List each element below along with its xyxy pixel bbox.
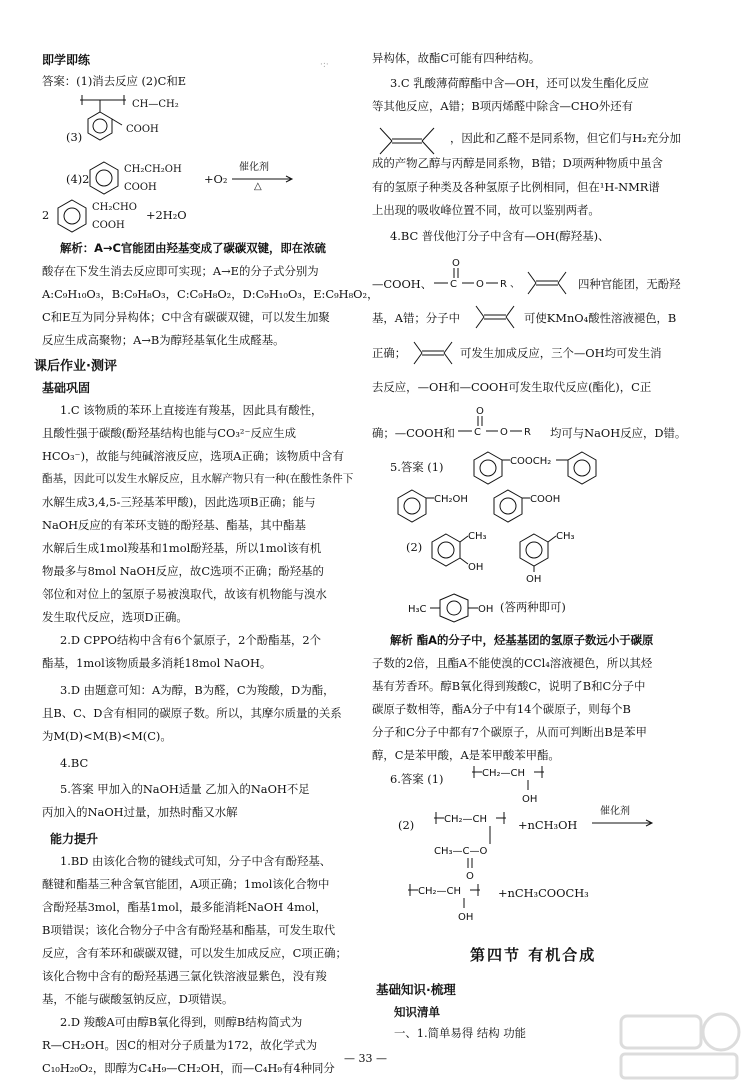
text-line: 四种官能团，无酚羟 <box>578 277 681 291</box>
svg-text:O: O <box>466 871 474 882</box>
heading-knowledge: 基础知识·梳理 <box>376 982 456 997</box>
text-line: 6.答案 (1) <box>390 772 444 786</box>
text-line: B项错误；该化合物分子中含有酚羟基和酯基，可发生取代 <box>42 923 336 937</box>
text-line: 2.D CPPO结构中含有6个氯原子，2个酚酯基，2个 <box>60 633 321 647</box>
svg-text:OH: OH <box>458 912 474 923</box>
benzyl-alcohol-structure-icon <box>394 486 494 526</box>
text-line: 醚键和酯基三种含氧官能团，A项正确；1mol该化合物中 <box>42 877 330 891</box>
text-line: 丙加入的NaOH过量，加热时酯又水解 <box>42 805 238 819</box>
svg-text:O: O <box>500 427 508 438</box>
svg-text:CH₃: CH₃ <box>556 531 575 542</box>
text-line: +nCH₃OH <box>518 818 578 832</box>
label-3: (3) <box>66 130 83 144</box>
svg-text:CH₃—C—O: CH₃—C—O <box>434 846 488 857</box>
double-bond-structure-icon <box>374 120 446 158</box>
svg-text:OH: OH <box>526 574 542 585</box>
text-line: 3.C 乳酸薄荷醇酯中含—OH，还可以发生酯化反应 <box>390 76 649 90</box>
text-line: 发生取代反应，选项D正确。 <box>42 610 188 624</box>
svg-text:CH₂—CH: CH₂—CH <box>418 886 462 897</box>
svg-text:CH₂—CH: CH₂—CH <box>482 768 526 779</box>
heading-advanced: 能力提升 <box>50 832 99 846</box>
chem-text: COOH <box>126 124 159 135</box>
section-title: 第四节 有机合成 <box>470 946 597 964</box>
svg-text:CH₂—CH: CH₂—CH <box>444 814 488 825</box>
text-line: 可发生加成反应，三个—OH均可发生消 <box>460 346 662 360</box>
chem-text: CH₂CH₂OH <box>124 164 182 175</box>
svg-text:COOCH₂: COOCH₂ <box>510 456 552 467</box>
polyvinyl-alcohol-structure-icon <box>408 880 508 924</box>
text-line: R—CH₂OH。因C的相对分子质量为172，故化学式为 <box>42 1038 318 1052</box>
text-line: 水解生成3,4,5-三羟基苯甲酸)，因此选项B正确；能与 <box>42 495 316 509</box>
text-line: 1.C 该物质的苯环上直接连有羧基，因此具有酸性， <box>60 403 323 417</box>
text-line <box>390 633 653 648</box>
heading-practice: 即学即练 <box>42 53 91 67</box>
coefficient-2: 2 <box>42 208 50 222</box>
text-line: 反应，含有苯环和碳碳双键，可以发生加成反应，C项正确； <box>42 946 347 960</box>
svg-text:O: O <box>452 258 460 269</box>
text-line: 有的氢原子种类及各种氢原子比例相同，但在¹H-NMR谱 <box>372 180 660 194</box>
text-line: 基有芳香环。醇B氧化得到羧酸C，说明了B和C分子中 <box>372 679 646 693</box>
text-line: 醇，C是苯甲酸，A是苯甲酸苯甲酯。 <box>372 748 560 762</box>
chem-text: COOH <box>92 220 125 231</box>
text-span: 解析：A→C官能团由羟基变成了碳碳双键，即在浓硫 <box>60 241 326 255</box>
text-line: 4.BC 普伐他汀分子中含有—OH(醇羟基)、 <box>390 229 610 243</box>
svg-text:H₃C: H₃C <box>408 604 427 615</box>
text-line: C和E互为同分异构体；C中含有碳碳双键，可以发生加聚 <box>42 310 330 324</box>
benzyl-benzoate-structure-icon <box>470 448 630 488</box>
text-span: 解析 酯A的分子中，烃基基团的氢原子数远小于碳原 <box>390 633 654 647</box>
text-line: 物最多与8mol NaOH反应，故C选项不正确；酚羟基的 <box>42 564 324 578</box>
chem-text: CH—CH₂ <box>132 99 179 110</box>
text-line: 去反应，—OH和—COOH可发生取代反应(酯化)，C正 <box>372 380 652 394</box>
catalyst-label: 催化剂 <box>600 806 630 817</box>
svg-text:OH: OH <box>522 794 538 805</box>
text-line <box>60 241 326 256</box>
text-line: 酸存在下发生消去反应即可实现；A→E的分子式分别为 <box>42 264 319 278</box>
text-line: 且B、C、D含有相同的碳原子数。所以，其摩尔质量的关系 <box>42 706 342 720</box>
reaction-arrow-icon <box>232 176 296 182</box>
ester-group-structure-icon <box>458 404 548 438</box>
svg-text:C: C <box>450 279 457 290</box>
text-line: —COOH、 <box>372 277 433 291</box>
text-line: 该化合物中含有的酚羟基遇三氯化铁溶液显紫色，没有羧 <box>42 969 327 983</box>
text-line: 酯基，1mol该物质最多消耗18mol NaOH。 <box>42 656 272 670</box>
text-line: 5.答案 甲加入的NaOH适量 乙加入的NaOH不足 <box>60 782 310 796</box>
text-line: 含酚羟基3mol，酯基1mol，最多能消耗NaOH 4mol， <box>42 900 327 914</box>
reaction-arrow-icon <box>592 820 656 826</box>
text-line: 成的产物乙醇与丙醇是同系物，B错；D项两种物质中虽含 <box>372 156 663 170</box>
cresol-structure-icon <box>516 526 596 584</box>
text-line: 分子和C分子中都有7个碳原子，从而可判断出B是苯甲 <box>372 725 647 739</box>
text-line: 上出现的吸收峰位置不同，故可以鉴别两者。 <box>372 203 600 217</box>
text-line: HCO₃⁻)，故能与纯碱溶液反应，选项A正确；该物质中含有 <box>42 449 344 463</box>
text-line: 正确； <box>372 346 407 360</box>
svg-text:CH₂OH: CH₂OH <box>434 494 468 505</box>
text-line: 5.答案 (1) <box>390 460 444 474</box>
text-line: 等其他反应，A错；B项丙烯醛中除含—CHO外还有 <box>372 99 634 113</box>
svg-text:C: C <box>474 427 481 438</box>
benzene-ring-icon <box>82 158 128 198</box>
text-line: 3.D 由题意可知：A为醇，B为醛，C为羧酸，D为酯， <box>60 683 335 697</box>
text-line: 基，不能与碳酸氢钠反应，D项错误。 <box>42 992 234 1006</box>
benzene-ring-icon <box>50 196 96 236</box>
heading-knowledge-list: 知识清单 <box>394 1005 440 1019</box>
text-line: ，因此和乙醛不是同系物，但它们与H₂充分加 <box>450 131 681 145</box>
double-bond-structure-icon <box>472 300 520 334</box>
text-line: 4.BC <box>60 756 89 770</box>
label-2: (2) <box>406 540 423 554</box>
text-line: 为M(D)<M(B)<M(C)。 <box>42 729 172 743</box>
svg-text:COOH: COOH <box>530 494 561 505</box>
text-line: 1.BD 由该化合物的键线式可知，分子中含有酚羟基、 <box>60 854 332 868</box>
polyvinyl-alcohol-structure-icon <box>472 762 602 806</box>
heat-symbol: △ <box>254 181 262 192</box>
heading-homework: 课后作业·测评 <box>34 359 117 374</box>
chem-text: COOH <box>124 182 157 193</box>
svg-text:、: 、 <box>510 279 520 290</box>
text-line: 水解后生成1mol羧基和1mol酚羟基，所以1mol该有机 <box>42 541 322 555</box>
svg-text:O: O <box>476 406 484 417</box>
svg-text:O: O <box>476 279 484 290</box>
svg-text:R: R <box>500 279 507 290</box>
text-line: 邻位和对位上的氢原子易被溴取代，故该有机物能与溴水 <box>42 587 327 601</box>
text-line: A:C₉H₁₀O₃，B:C₉H₈O₃，C:C₉H₈O₂，D:C₉H₁₀O₃，E:C₉H₈O₂， <box>42 287 379 301</box>
watermark-logo <box>617 1010 741 1082</box>
text-line: 2.D 羧酸A可由醇B氧化得到，则醇B结构简式为 <box>60 1015 303 1029</box>
text-line: 基，A错；分子中 <box>372 311 460 325</box>
water-product: +2H₂O <box>146 208 187 222</box>
text-line: 碳原子数相等，酯A分子中有14个碳原子，则每个B <box>372 702 631 716</box>
svg-text:R: R <box>524 427 531 438</box>
text-line: 酯基，因此可以发生水解反应，且水解产物只有一种(在酸性条件下 <box>42 473 354 485</box>
text-line: 且酸性强于碳酸(酚羟基结构也能与CO₃²⁻反应生成 <box>42 426 297 440</box>
text-line: 反应生成高聚物；A→B为醇羟基氧化生成醛基。 <box>42 333 285 347</box>
svg-text:CH₃: CH₃ <box>468 531 487 542</box>
text-line: 子数的2倍，且酯A不能使溴的CCl₄溶液褪色，所以其烃 <box>372 656 653 670</box>
text-line: C₁₀H₂₀O₂，即醇为C₄H₉—CH₂OH，而—C₄H₉有4种同分 <box>42 1061 335 1075</box>
svg-text:OH: OH <box>468 562 484 573</box>
label-2: (2) <box>398 818 415 832</box>
text-line: 一、1.简单易得 结构 功能 <box>394 1026 527 1040</box>
benzoic-acid-structure-icon <box>490 486 590 526</box>
catalyst-label: 催化剂 <box>239 162 269 173</box>
text-line: NaOH反应的有苯环支链的酚羟基、酯基，其中酯基 <box>42 518 306 532</box>
text-line: 可使KMnO₄酸性溶液褪色，B <box>524 311 677 325</box>
text-line: 异构体，故酯C可能有四种结构。 <box>372 51 541 65</box>
text-line: +nCH₃COOCH₃ <box>498 886 589 900</box>
label-4: (4)2 <box>66 172 90 186</box>
chem-text: CH₂CHO <box>92 202 137 213</box>
oxygen-reactant: +O₂ <box>204 172 228 186</box>
text-line: 答案：(1)消去反应 (2)C和E <box>42 74 187 88</box>
text-line: 均可与NaOH反应，D错。 <box>550 426 687 440</box>
cresol-structure-icon <box>428 526 508 576</box>
svg-text:OH: OH <box>478 604 494 615</box>
double-bond-structure-icon <box>410 336 458 370</box>
heading-basics: 基础巩固 <box>42 381 91 395</box>
text-line: 确；—COOH和 <box>372 426 455 440</box>
text-line: (答两种即可) <box>500 600 566 614</box>
ester-group-structure-icon <box>434 256 574 296</box>
scan-mark: ·:· <box>320 60 329 70</box>
page-number: — 33 — <box>344 1052 387 1065</box>
